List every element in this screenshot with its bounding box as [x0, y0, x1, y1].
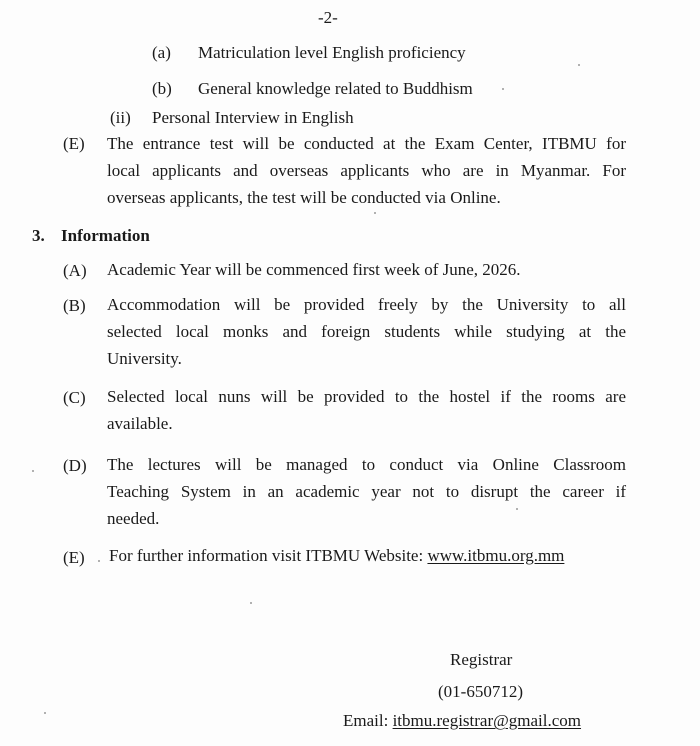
item-e-test-line: local applicants and overseas applicants who are in Myanmar. For	[107, 161, 626, 180]
email-link[interactable]: itbmu.registrar@gmail.com	[392, 711, 582, 730]
website-link[interactable]: www.itbmu.org.mm	[427, 546, 565, 565]
info-item-e-label: (E)	[63, 548, 85, 567]
info-item-a-line: Academic Year will be commenced first week of June, 2026.	[107, 260, 521, 279]
sub-item-a-label: (a)	[152, 43, 171, 62]
info-item-e-line	[109, 546, 564, 566]
registrar-title: Registrar	[450, 650, 513, 669]
info-item-c-line: Selected local nuns will be provided to the hostel if the rooms are	[107, 387, 626, 406]
info-item-d-line: The lectures will be managed to conduct via Online Classroom	[107, 455, 626, 474]
info-item-d-line: needed.	[107, 509, 160, 528]
section-3-heading: Information	[61, 226, 150, 245]
info-item-c-paragraph	[107, 383, 626, 437]
scan-speck	[98, 560, 100, 562]
roman-item-ii-text: Personal Interview in English	[152, 108, 354, 127]
info-item-c-line: available.	[107, 414, 173, 433]
info-item-b-line: University.	[107, 349, 182, 368]
info-item-d-line: Teaching System in an academic year not to disrupt the career if	[107, 482, 626, 501]
sub-item-a-text: Matriculation level English proficiency	[198, 43, 466, 62]
scan-speck	[578, 64, 580, 66]
item-e-test-line: overseas applicants, the test will be conducted via Online.	[107, 188, 501, 207]
scan-speck	[44, 712, 46, 714]
scan-speck	[374, 212, 376, 214]
info-item-b-paragraph	[107, 291, 626, 372]
sub-item-b-label: (b)	[152, 79, 172, 98]
email-label: Email:	[343, 711, 389, 730]
scan-speck	[516, 508, 518, 510]
info-item-a-paragraph	[107, 256, 626, 283]
item-e-test-label: (E)	[63, 134, 85, 153]
item-e-test-paragraph	[107, 130, 626, 211]
scan-speck	[250, 602, 252, 604]
page-number: -2-	[318, 8, 338, 27]
info-item-c-label: (C)	[63, 388, 86, 407]
info-item-b-label: (B)	[63, 296, 86, 315]
info-item-d-paragraph	[107, 451, 626, 532]
info-item-a-label: (A)	[63, 261, 87, 280]
registrar-email-line	[343, 711, 581, 731]
scan-speck	[32, 470, 34, 472]
info-item-b-line: Accommodation will be provided freely by the University to all	[107, 295, 626, 314]
roman-item-ii-label: (ii)	[110, 108, 131, 127]
item-e-test-line: The entrance test will be conducted at the Exam Center, ITBMU for	[107, 134, 626, 153]
scan-speck	[502, 88, 504, 90]
registrar-phone: (01-650712)	[438, 682, 523, 701]
info-item-d-label: (D)	[63, 456, 87, 475]
section-3-number: 3.	[32, 226, 45, 245]
info-item-b-line: selected local monks and foreign students while studying at the	[107, 322, 626, 341]
info-item-e-text: For further information visit ITBMU Website:	[109, 546, 424, 565]
sub-item-b-text: General knowledge related to Buddhism	[198, 79, 473, 98]
